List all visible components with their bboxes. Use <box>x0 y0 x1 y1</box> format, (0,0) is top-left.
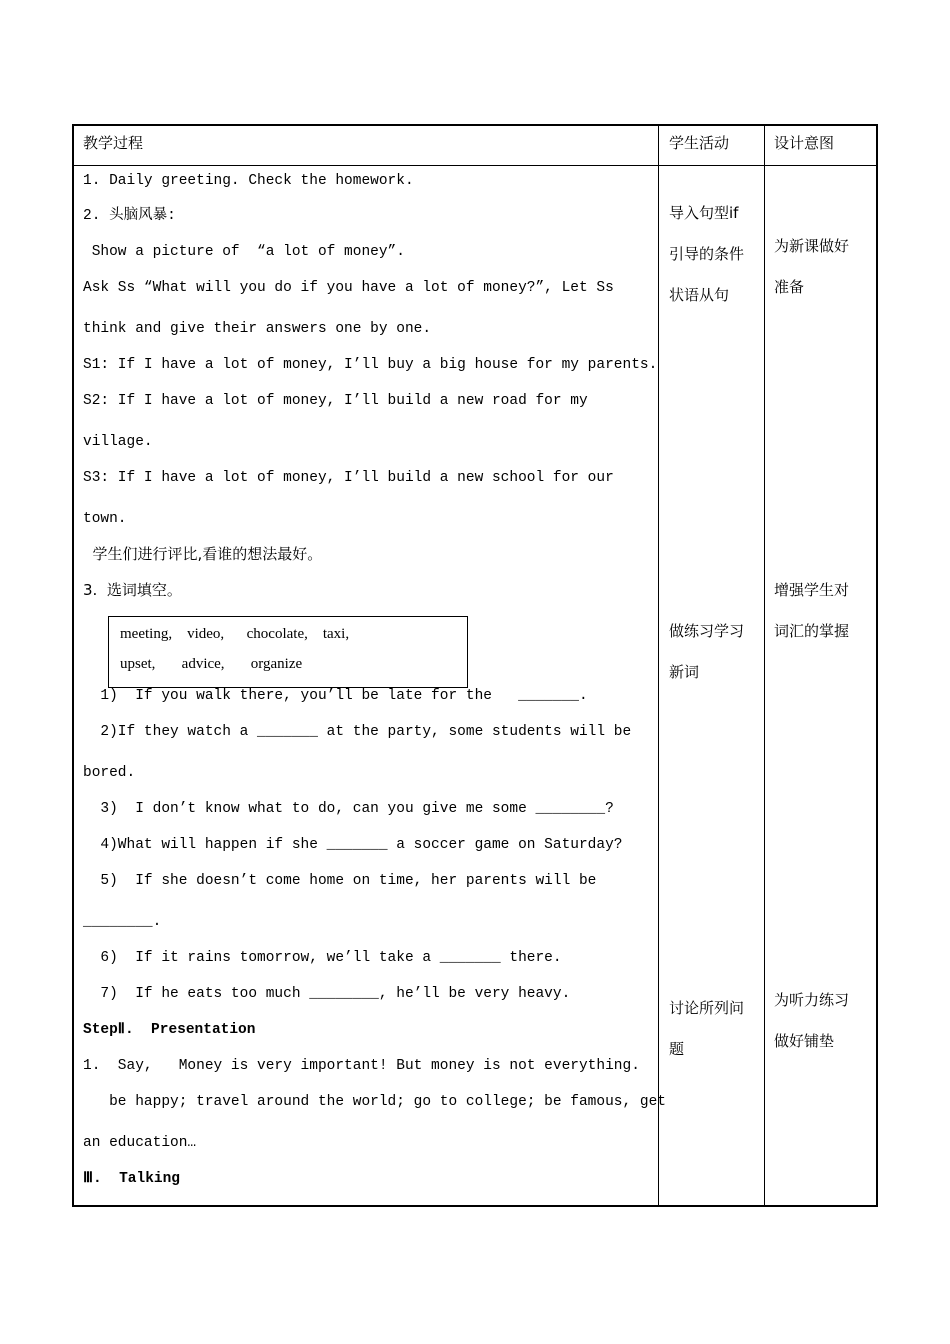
exercise-item: bored. <box>83 765 136 781</box>
exercise-item: 7) If he eats too much ________, he’ll be very heavy. <box>83 986 571 1002</box>
process-line: be happy; travel around the world; go to college; be famous, get <box>83 1094 666 1110</box>
process-line: Show a picture of “a lot of money”. <box>83 244 405 260</box>
process-line: 3. 选词填空。 <box>83 581 182 599</box>
lesson-plan-table <box>72 124 878 1207</box>
activity-note: 导入句型if <box>669 204 739 222</box>
process-line: Ask Ss “What will you do if you have a lot of money?”, Let Ss <box>83 280 614 296</box>
intent-note: 为听力练习 <box>774 991 850 1009</box>
section-heading: Ⅲ. Talking <box>83 1171 181 1187</box>
process-line: S2: If I have a lot of money, I’ll build a new road for my <box>83 393 588 409</box>
activity-note: 做练习学习 <box>669 622 745 640</box>
header-process: 教学过程 <box>83 134 144 152</box>
word-choice-box <box>108 616 468 688</box>
exercise-item: 5) If she doesn’t come home on time, her parents will be <box>83 873 597 889</box>
exercise-item: 6) If it rains tomorrow, we’ll take a _______ there. <box>83 950 562 966</box>
exercise-item: 2)If they watch a _______ at the party, some students will be <box>83 724 632 740</box>
process-line: think and give their answers one by one. <box>83 321 432 337</box>
intent-note: 词汇的掌握 <box>774 622 850 640</box>
column-divider <box>658 126 659 1205</box>
process-line: S1: If I have a lot of money, I’ll buy a big house for my parents. <box>83 357 658 373</box>
intent-note: 增强学生对 <box>774 581 850 599</box>
word-list-line: meeting, video, chocolate, taxi, <box>120 626 350 642</box>
activity-note: 题 <box>669 1040 685 1058</box>
process-line: an education… <box>83 1135 197 1151</box>
activity-note: 引导的条件 <box>669 245 745 263</box>
exercise-item: 4)What will happen if she _______ a soccer game on Saturday? <box>83 837 623 853</box>
word-list-line: upset, advice, organize <box>120 656 303 672</box>
intent-note: 为新课做好 <box>774 237 850 255</box>
exercise-item: 1) If you walk there, you’ll be late for the _______. <box>83 688 588 704</box>
intent-note: 准备 <box>774 278 805 296</box>
process-line: 1. Daily greeting. Check the homework. <box>83 173 414 189</box>
section-heading: StepⅡ. Presentation <box>83 1022 256 1038</box>
process-line: town. <box>83 511 127 527</box>
exercise-item: 3) I don’t know what to do, can you give me some ________? <box>83 801 614 817</box>
process-line: 2. 头脑风暴: <box>83 208 176 224</box>
process-line: S3: If I have a lot of money, I’ll build a new school for our <box>83 470 614 486</box>
activity-note: 讨论所列问 <box>669 999 745 1017</box>
header-intent: 设计意图 <box>774 134 835 152</box>
column-divider <box>764 126 765 1205</box>
process-line: 1. Say, Money is very important! But money is not everything. <box>83 1058 640 1074</box>
exercise-item: ________. <box>83 914 162 930</box>
process-line: 学生们进行评比,看谁的想法最好。 <box>83 545 323 563</box>
header-activity: 学生活动 <box>669 134 730 152</box>
activity-note: 状语从句 <box>669 286 730 304</box>
process-line: village. <box>83 434 153 450</box>
header-divider <box>74 165 876 166</box>
intent-note: 做好铺垫 <box>774 1032 835 1050</box>
activity-note: 新词 <box>669 663 700 681</box>
